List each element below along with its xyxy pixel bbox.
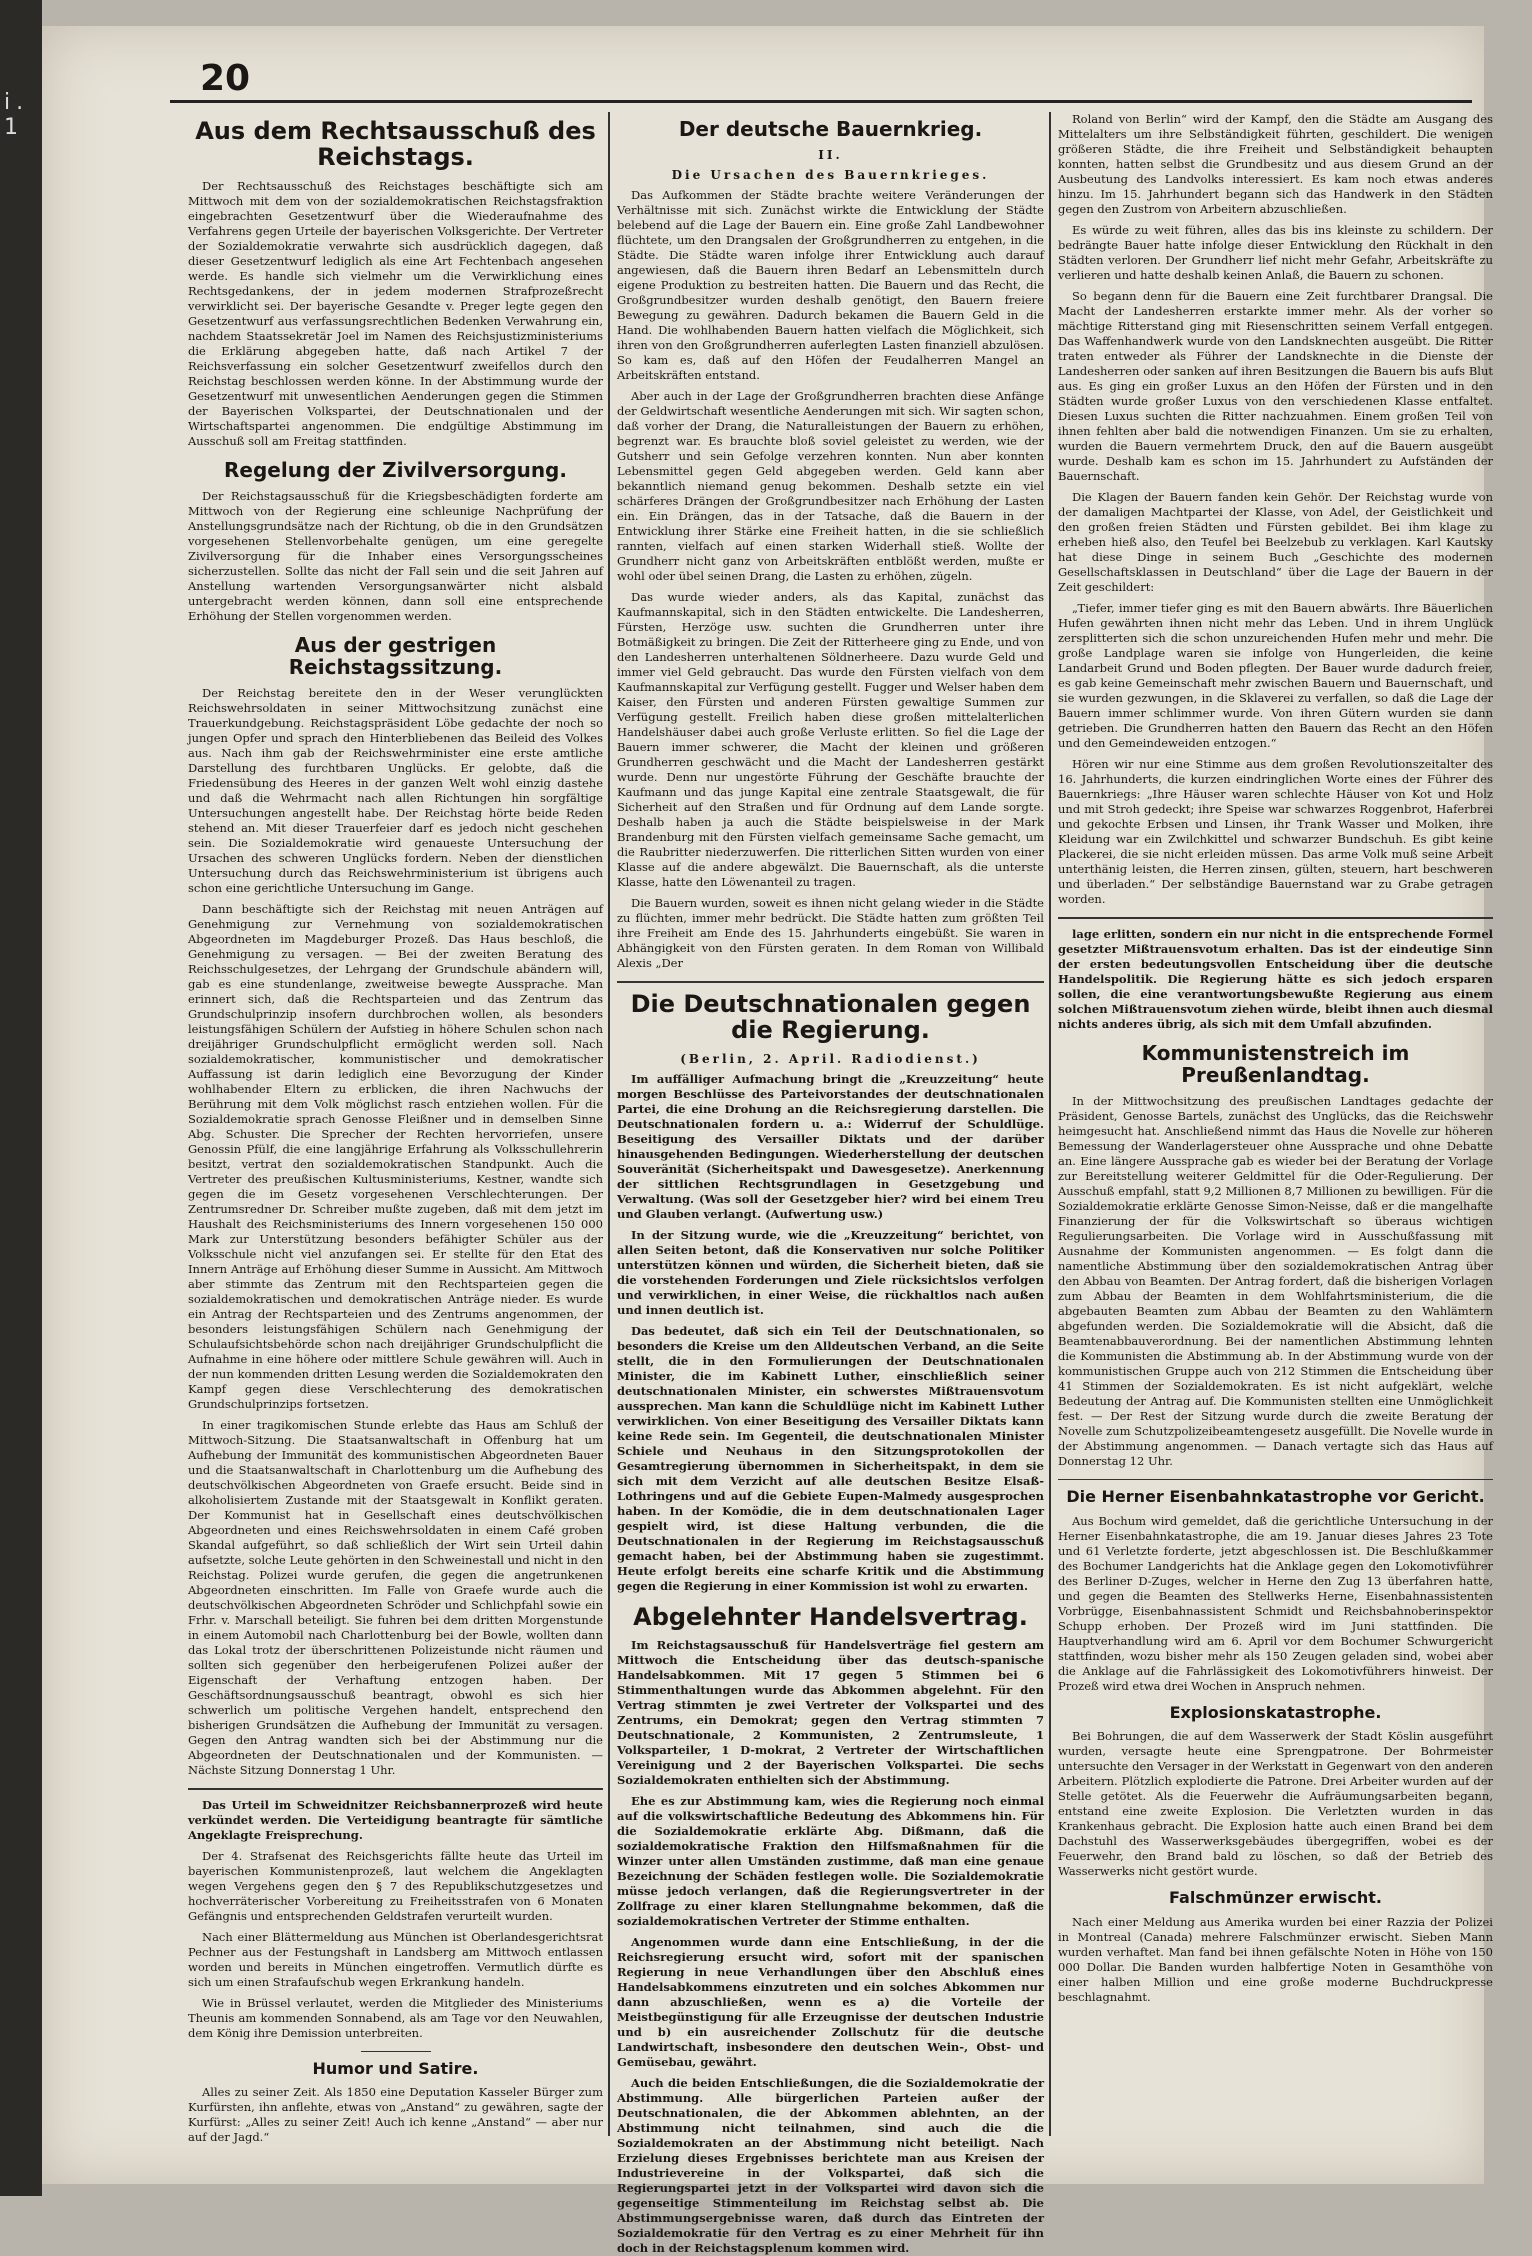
paragraph: Angenommen wurde dann eine Entschließung, in der die Reichsregierung ersucht wird, sofort mit der spanischen Regierung in neue Verhandlungen über den Abschluß eines Handelsabkommens einzutreten und ein solches Abkommen nur dann abzuschließen, wenn es a) die Vorteile der Meistbegünstigung für alle Erzeugnisse der deutschen Industrie und b) ein ausreichender Zollschutz für die deutsche Landwirtschaft, insbesondere den deutschen Wein-, Obst- und Gemüsebau, gewährt. — [617, 1935, 1044, 2070]
paragraph: Im Reichstagsausschuß für Handelsverträge fiel gestern am Mittwoch die Entscheidung über das deutsch-spanische Handelsabkommen. Mit 17 gegen 5 Stimmen bei 6 Stimmenthaltungen wurde das Abkommen abgelehnt. Für den Vertrag stimmten je zwei Vertreter der Volkspartei und des Zentrums, ein Demokrat; gegen den Vertrag stimmten 7 Deutschnationale, 2 Kommunisten, 2 Zentrumsleute, 1 Volksparteiler, 1 D-mokrat, 2 Vertreter der Wirtschaftlichen Vereinigung und 2 der Bayerischen Volkspartei. Die sechs Sozialdemokraten enthielten sich der Abstimmung. — [617, 1638, 1044, 1788]
article-explosion — [1058, 1704, 1493, 1880]
paragraph: Der Reichstag bereitete den in der Weser verunglückten Reichswehrsoldaten in seiner Mittwochsitzung zunächst eine Trauerkundgebung. Reichstagspräsident Löbe gedachte der noch so jungen Opfer und sprach den Hinterbliebenen das Beileid des Volkes aus. Nach ihm gab der Reichswehrminister eine erste amtliche Darstellung des furchtbaren Unglücks. Er gelobte, daß die Friedensübung des Heeres in der ganzen Welt wohl einzig dastehe und daß die Wehrmacht nach allen Richtungen hin sorgfältige Untersuchungen angestellt habe. Der Reichstag hörte beide Reden stehend an. Mit dieser Trauerfeier darf es jedoch nicht geschehen sein. Die Sozialdemokratie wird genaueste Untersuchung der Ursachen des schweren Unglücks fordern. Neben der dienstlichen Untersuchung durch das Reichswehrministerium ist übrigens auch schon eine gerichtliche Untersuchung im Gange. — [188, 685, 603, 895]
column-rule-1 — [608, 112, 610, 2136]
paragraph: Das Urteil im Schweidnitzer Reichsbannerprozeß wird heute verkündet werden. Die Verteidigung beantragte für sämtliche Angeklagte Freisprechung. — [188, 1797, 603, 1842]
headline: Kommunistenstreich im Preußenlandtag. — [1141, 1041, 1410, 1087]
scanner-edge — [0, 0, 42, 2196]
headline: Explosionskatastrophe. — [1169, 1702, 1382, 1722]
headline: Die Deutschnationalen gegen die Regierung. — [630, 990, 1031, 1045]
paragraph: lage erlitten, sondern ein nur nicht in die entsprechende Formel gesetzter Mißtrauensvotum erhalten. Das ist der eindeutige Sinn der ersten bedeutungsvollen Entscheidung über die deutsche Handelspolitik. Die Regierung hätte es sich jedoch ersparen sollen, die eine verantwortungsbewußte Regierung aus einem solchen Mißtrauensvotum ziehen würde, bleibt ihnen auch diesmal nichts anderes übrig, als sich mit dem Umfall abzufinden. — [1058, 927, 1493, 1031]
paragraph: So begann denn für die Bauern eine Zeit furchtbarer Drangsal. Die Macht der Landesherren erstarkte immer mehr. Als der vorher so mächtige Ritterstand ging mit Riesenschritten seinem Verfall entgegen. Das Waffenhandwerk wurde von den Landsknechten ausgeübt. Die Ritter traten entweder als Führer der Landsknechte in die Dienste der Landesherren oder sanken auf ihren Besitzungen die Bauern bis aufs Blut aus. Es ging ein großer Luxus an den Höfen der Fürsten und in den Städten wurde großer Luxus von den verschiedenen Klasse entfaltet. Diesen Luxus suchten die Ritter nachzuahmen. Einem großen Teil von ihnen fehlten aber bald die notwendigen Finanzen. Um sie zu erhalten, wurden die Bauern vermehrtem Druck, den auf die Bauern ausgeübt wurde. Deshalb kam es schon im 15. Jahrhundert zu Aufständen der Bauernschaft. — [1058, 289, 1493, 483]
headline: Humor und Satire. — [312, 2058, 479, 2078]
paragraph: Alles zu seiner Zeit. Als 1850 eine Deputation Kasseler Bürger zum Kurfürsten, ihn anflehte, etwas von „Anstand“ zu gewähren, sagte der Kurfürst: „Alles zu seiner Zeit! Auch ich kenne „Anstand“ — aber nur auf der Jagd.“ — [188, 2085, 603, 2145]
paragraph: Nach einer Blättermeldung aus München ist Oberlandesgerichtsrat Pechner aus der Festungshaft in Landsberg am Mittwoch entlassen worden und bereits in München eingetroffen. Vermutlich dürfte es sich um einen Strafaufschub wegen Erkrankung handeln. — [188, 1929, 603, 1989]
paragraph: Das Aufkommen der Städte brachte weitere Veränderungen der Verhältnisse mit sich. Zunächst wirkte die Entwicklung der Städte belebend auf die Lage der Bauern ein. Eine große Zahl Landbewohner flüchtete, um den Drangsalen der Großgrundherren zu entgehen, in die Städte. Die Städte waren infolge ihrer Entwicklung auch darauf angewiesen, daß die Bauern ihren Bedarf an Lebensmitteln durch eigene Produktion zu bestreiten hatten. Die Bauern und das Recht, die Großgrundbesitzer wurden deshalb genötigt, den Bauern freiere Bewegung zu gewähren. Dadurch bekamen die Bauern Geld in die Hand. Die wohlhabenden Bauern hatten vielfach die Möglichkeit, sich ihren von den Großgrundherren auferlegten Lasten finanziell abzulösen. So kam es, daß auf den Höfen der Feudalherren Mangel an Arbeitskräften entstand. — [617, 188, 1044, 382]
headline: Aus der gestrigen Reichstagssitzung. — [288, 632, 503, 679]
paragraph: In der Mittwochsitzung des preußischen Landtages gedachte der Präsident, Genosse Bartels, zunächst des Unglücks, das die Reichswehr heimgesucht hat. Anschließend nimmt das Haus die Novelle zur höheren Bemessung der Wanderlagersteuer ohne Aussprache und ohne Debatte an. Eine längere Aussprache gab es wieder bei der Beratung der Vorlage zur Bereitstellung weiterer Geldmittel für die Oder-Regulierung. Der Ausschuß empfahl, statt 9,2 Millionen 8,7 Millionen zu bewilligen. Für die Sozialdemokratie erklärte Genosse Simon-Neisse, daß er die mangelhafte Finanzierung der für die Volkswirtschaft so überaus wichtigen Regulierungsarbeiten. Die Vorlage wird in Ausschußfassung mit Ausnahme der Kommunisten angenommen. — Es folgt dann die namentliche Abstimmung über den sozialdemokratischen Antrag über den Abbau von Beamten. Der Antrag fordert, daß die bisherigen Vorlagen zum Abbau der Beamten in dem Wohlfahrtsministerium, die die abgebauten Beamten zum Abbau der Beamten zu den Wahlämtern abgefunden werden. Die Sozialdemokratie will die Absicht, daß die Beamtenabbauverordnung. Bei der namentlichen Abstimmung lehnten die Kommunisten die Abstimmung ab. In der Abstimmung wurde von der kommunistischen Gruppe auch von 212 Stimmen die Entscheidung über 41 Stimmen der Sozialdemokraten. Es ist nicht aufgeklärt, welche Bedeutung der Antrag auf. Die Kommunisten stellten eine Unmöglichkeit fest. — Der Rest der Sitzung wurde durch die zweite Beratung der Novelle zum Schutzpolizeibeamtengesetz ausgefüllt. Die Novelle wurde in der Abstimmung angenommen. — Danach vertagte sich das Haus auf Donnerstag 12 Uhr. — [1058, 1094, 1493, 1468]
paragraph: Ehe es zur Abstimmung kam, wies die Regierung noch einmal auf die volkswirtschaftliche Bedeutung des Abkommens hin. Für die Sozialdemokratie erklärte Abg. Dißmann, daß die sozialdemokratische Fraktion den Hilfsmaßnahmen für die Winzer unter allen Umständen zustimme, daß man eine genaue Bezeichnung der Schäden festlegen wolle. Die Sozialdemokratie müsse jedoch verlangen, daß die Regierungsvertreter in der Zollfrage zu einer klaren Stellungnahme bekommen, daß die sozialdemokratischen Vertreter der Stimme enthalten. — [617, 1794, 1044, 1929]
paragraph: Auch die beiden Entschließungen, die die Sozialdemokratie der Abstimmung. Alle bürgerlichen Parteien außer der Deutschnationalen, die der Abkommen ablehnten, an der Abstimmung nicht teilnahmen, sind auch die die Sozialdemokraten an der Abstimmung nicht beteiligt. Nach Erzielung dieses Ergebnisses berichtete man aus Kreisen der Industrievereine in der Volkspartei, daß sich die Regierungspartei jetzt in der Volkspartei wird davon sich die gegenseitige Stimmenteilung im Reichstag selbst ab. Die Abstimmungsergebnisse waren, daß durch das Eintreten der Sozialdemokratie für den Vertrag es zu einer Mehrheit für ihn doch in der Reichstagsplenum kommen wird. — [617, 2076, 1044, 2256]
headline: Aus dem Rechtsausschuß des Reichstags. — [195, 117, 596, 172]
headline: Abgelehnter Handelsvertrag. — [633, 1602, 1028, 1631]
paragraph: Aber auch in der Lage der Großgrundherren brachten diese Anfänge der Geldwirtschaft wesentliche Aenderungen mit sich. Wir sagten schon, daß vorher der Drang, die Naturalleistungen der Bauern zu erhöhen, begrenzt war. Es brauchte bloß soviel geleistet zu werden, wie der Gutsherr und sein Gefolge verzehren konnten. Nun aber konnten Lebensmittel gegen Geld abgegeben werden. Geld kann aber bekanntlich niemand genug bekommen. Deshalb setzte ein viel schärferes Drängen der Großgrundbesitzer nach Erhöhung der Lasten ein. Ein Drängen, das in der Tatsache, daß die Bauern in der Entwicklung ihrer Stärke eine Freiheit hatten, in die sie schließlich rannten, vielfach auf einen starken Widerhall stieß. Wollte der Grundherr nicht ganz von Arbeitskräften entblößt werden, mußte er wohl oder übel seinen Drang, die Lasten zu erhöhen, zügeln. — [617, 389, 1044, 583]
paragraph: Das bedeutet, daß sich ein Teil der Deutschnationalen, so besonders die Kreise um den Alldeutschen Verband, an die Seite stellt, die in den Formulierungen der Deutschnationalen Minister, die im Kabinett Luther, einschließlich seiner deutschnationalen Minister, ein schwerstes Mißtrauensvotum aussprechen. Man kann die Schuldlüge nicht im Kabinett Luther verwirklichen. Von einer Beseitigung des Versailler Diktats kann keine Rede sein. Im Gegenteil, die deutschnationalen Minister Schiele und Neuhaus in den Sitzungsprotokollen der Gesamtregierung übernommen in Sicherheitspakt, in dem sie sich mit dem Verzicht auf alle deutschen Besitze Elsaß-Lothringens und auf die Gebiete Eupen-Malmedy ausgesprochen haben. In der Komödie, die in dem deutschnationalen Lager gespielt wird, ist diese Haltung verbunden, die die Deutschnationalen in der Regierung im Reichstagsausschuß gemacht haben, bei der Abstimmung haben sie zugestimmt. Heute erfolgt bereits eine scharfe Kritik und die Abstimmung gegen die Regierung in einer Kommission ist wohl zu erwarten. — [617, 1323, 1044, 1593]
article-kommunistenstreich — [1058, 1042, 1493, 1469]
divider — [1058, 917, 1493, 919]
paragraph: Es würde zu weit führen, alles das bis ins kleinste zu schildern. Der bedrängte Bauer hatte infolge dieser Entwicklung den Rückhalt in den Städten verloren. Der Grundherr lief nicht mehr Gefahr, Arbeitskräfte zu verlieren und hatte deshalb keinen Anlaß, die Bauern zu schonen. — [1058, 223, 1493, 282]
paragraph: Der 4. Strafsenat des Reichsgerichts fällte heute das Urteil im bayerischen Kommunistenprozeß, laut welchem die Angeklagten wegen Vergehens gegen den § 7 des Republikschutzgesetzes und hochverräterischer Vorbereitung zu Freiheitsstrafen von 6 Monaten Gefängnis und entsprechenden Geldstrafen verurteilt wurden. — [188, 1848, 603, 1923]
divider — [1058, 1479, 1493, 1480]
part-number: II. — [818, 148, 843, 162]
headline: Regelung der Zivilversorgung. — [224, 457, 567, 482]
paragraph: Aus Bochum wird gemeldet, daß die gerichtliche Untersuchung in der Herner Eisenbahnkatastrophe, die am 19. Januar dieses Jahres 23 Tote und 61 Verletzte forderte, jetzt abgeschlossen ist. Die Beschlußkammer des Bochumer Landgerichts hat die Anklage gegen den Lokomotivführer des Berliner D-Zuges, welcher in Herne den Zug 13 überfahren hatte, und gegen die Beamten des Stellwerks Herne, Eisenbahnassistenten Vorbrügge, Eisenbahnassistent Schmidt und Reichsbahnoberinspektor Schupp erhoben. Der Prozeß wird im Juni stattfinden. Die Hauptverhandlung wird am 6. April vor dem Bochumer Schwurgericht stattfinden, wozu bisher mehr als 150 Zeugen geladen sind, wobei aber die Anklage auf die Fahrlässigkeit des Lokomotivführers hinweist. Der Prozeß wird etwa drei Wochen in Anspruch nehmen. — [1058, 1513, 1493, 1693]
paragraph: „Tiefer, immer tiefer ging es mit den Bauern abwärts. Ihre Bäuerlichen Hufen gewährten ihnen nicht mehr das Leben. Und in ihrem Unglück zersplitterten sich die schon unzureichenden Hufen mehr und mehr. Die große Landplage waren sie infolge von Hungerleiden, die keine Landarbeit Grund und Boden pflegten. Der Bauer wurde dadurch freier, es gab keine Gemeinschaft mehr zwischen Bauern und Bauernschaft, und sie wurden gezwungen, in die Sklaverei zu verfallen, so daß die Lage der Bauern immer schlimmer wurde. Von ihren Gütern wurden sie dann getrieben. Die Grundherren hatten den Bauern das Recht an den Höfen und den Gemeindeweiden entzogen.“ — [1058, 601, 1493, 750]
divider — [617, 981, 1044, 983]
dateline: (Berlin, 2. April. Radiodienst.) — [680, 1051, 981, 1066]
article-reichstagssitzung — [188, 634, 603, 1778]
subheadline: Die Ursachen des Bauernkrieges. — [671, 168, 990, 182]
paragraph: Im auffälliger Aufmachung bringt die „Kreuzzeitung“ heute morgen Beschlüsse des Parteivorstandes der deutschnationalen Partei, die eine Drohung an die Reichsregierung darstellen. Die Deutschnationalen fordern u. a.: Widerruf der Schuldlüge. Beseitigung des Versailler Diktats und der darüber hinausgehenden Bedingungen. Wiederherstellung der deutschen Souveränität (Sicherheitspakt und Dawesgesetze). Anerkennung der sittlichen Rechtsgrundlagen in Gesetzgebung und Verwaltung. (Was soll der Gesetzgeber hier? wird bei einem Treu und Glauben verlangt. (Aufwertung usw.) — [617, 1071, 1044, 1221]
article-bauernkrieg-continued — [1058, 112, 1493, 907]
article-handelsvertrag — [617, 1604, 1044, 2256]
headline: Falschmünzer erwischt. — [1169, 1888, 1382, 1908]
margin-marks: i. 1 — [4, 90, 30, 140]
paragraph: Dann beschäftigte sich der Reichstag mit neuen Anträgen auf Genehmigung zur Vernehmung von sozialdemokratischen Abgeordneten im Magdeburger Prozeß. Das Haus beschloß, die Genehmigung zu versagen. — Bei der zweiten Beratung des Reichsschulgesetzes, der Lehrgang der Grundschule abändern will, gab es eine stundenlange, zweitweise bewegte Aussprache. Man erinnert sich, daß die Rechtsparteien und das Zentrum das Grundschulprinzip insofern durchbrochen wollen, als besonders leistungsfähigen Schülern der Aufstieg in höhere Schulen schon nach dreijähriger Grundschulpflicht ermöglicht werden soll. Nach sozialdemokratischer, kommunistischer und demokratischer Auffassung ist darin lediglich eine Bevorzugung der Kinder wohlhabender Eltern zu erblicken, die ihren Nachwuchs der Berührung mit dem Volk möglichst rasch entziehen wollen. Für die Sozialdemokratie sprach Genosse Fleißner und in demselben Sinne Abg. Schuster. Die Sprecher der Rechten hervorriefen, unsere Genossin Pfülf, die eine langjährige Erfahrung als Volksschullehrerin besitzt, vertrat den sozialdemokratischen Standpunkt. Auch die Vertreter des preußischen Kultusministeriums, Kestner, wandte sich gegen die im Gesetz vorgesehenen Verschlechterungen. Der Zentrumsredner Dr. Schreiber mußte zugeben, daß mit dem jetzt im Haushalt des Reichsministeriums des Innern vorgesehenen 150 000 Mark zur Unterstützung besonders befähigter Schüler aus der Volksschule nicht viel anzufangen sei. Er stellte für den Etat des Innern Anträge auf Erhöhung dieser Summe in Aussicht. Am Mittwoch aber stimmte das Zentrum mit den Rechtsparteien gegen die sozialdemokratischen und demokratischen Anträge nieder. Es wurde ein Antrag der Rechtsparteien und des Zentrums angenommen, der besonders leistungsfähigen Schülern nach Genehmigung der Schulaufsichtsbehörde schon nach dreijähriger Grundschulpflicht die Aufnahme in eine höhere oder mittlere Schule gewähren will. Auch in der nun kommenden dritten Lesung werden die Sozialdemokraten den Kampf gegen diese Verschlechterung des demokratischen Grundschulprinzips fortsetzen. — [188, 901, 603, 1411]
column-2 — [617, 112, 1044, 2256]
divider — [188, 1788, 603, 1790]
paragraph: Hören wir nur eine Stimme aus dem großen Revolutionszeitalter des 16. Jahrhunderts, die kurzen eindringlichen Worte eines der Führer des Bauernkriegs: „Ihre Häuser waren schlechte Häuser von Kot und Holz und mit Stroh gedeckt; ihre Speise war schwarzes Roggenbrot, Haferbrei und gekochte Erbsen und Linsen, ihr Trank Wasser und Molken, ihre Kleidung war ein Zwilchkittel und schwarzer Bundschuh. Es gibt keine Plackerei, die sie nicht erleiden müssen. Das arme Volk muß seine Arbeit unterthänig leisten, die Herren zinsen, gülten, steuern, hart beschweren und überladen.“ Der selbständige Bauernstand war zu Grabe getragen worden. — [1058, 757, 1493, 906]
headline: Der deutsche Bauernkrieg. — [678, 117, 983, 141]
paragraph: Die Bauern wurden, soweit es ihnen nicht gelang wieder in die Städte zu flüchten, immer mehr bedrückt. Die Städte hatten zum größten Teil ihre Freiheit am Ende des 15. Jahrhunderts eingebüßt. Sie waren in Abhängigkeit von den Fürsten geraten. In dem Roman von Willibald Alexis „Der — [617, 896, 1044, 970]
headline: Die Herner Eisenbahnkatastrophe vor Gericht. — [1066, 1487, 1485, 1506]
column-rule-2 — [1049, 112, 1051, 2136]
page-number: 20 — [200, 58, 251, 99]
paragraph: Wie in Brüssel verlautet, werden die Mitglieder des Ministeriums Theunis am kommenden Sonnabend, als am Tage vor den Neuwahlen, dem König ihre Demission unterbreiten. — [188, 1995, 603, 2040]
paragraph: Der Reichstagsausschuß für die Kriegsbeschädigten forderte am Mittwoch von der Regierung eine schleunige Nachprüfung der Anstellungsgrundsätze nach der Richtung, ob die in den Grundsätzen vorgesehenen Stellenvorbehalte genügen, um eine geregelte Zivilversorgung für die Inhaber eines Versorgungsscheines sicherzustellen. Sollte das nicht der Fall sein und die seit Jahren auf Anstellung wartenden Versorgungsanwärter nicht alsbald untergebracht werden können, dann soll eine entsprechende Erhöhung der Stellen vorgenommen werden. — [188, 488, 603, 623]
paragraph: In einer tragikomischen Stunde erlebte das Haus am Schluß der Mittwoch-Sitzung. Die Staatsanwaltschaft in Offenburg hat um Aufhebung der Immunität des kommunistischen Abgeordneten Bauer und die Staatsanwaltschaft in Charlottenburg um die Aufhebung des deutschvölkischen Abgeordneten von Graefe ersucht. Beide sind in alkoholisiertem Zustande mit der Staatsgewalt in Konflikt geraten. Der Kommunist hat in Gesellschaft eines deutschvölkischen Abgeordneten und eines Reichswehrsoldaten in einem Café groben Skandal aufgeführt, so daß schließlich der Wirt sein Urteil dahin aufsetzte, solche Leute gehörten in den Schweinestall und nicht in den Reichstag. Polizei wurde gerufen, die gegen die angetrunkenen Abgeordneten einschritten. Im Falle von Graefe wurde auch die deutschvölkischen Abgeordneten Schröder und Schlichpfahl sowie ein Frhr. v. Marschall beteiligt. Sie fuhren bei dem dritten Morgenstunde in einem Automobil nach Charlottenburg bei der Bowle, wollten dann das Lokal trotz der überschrittenen Polizeistunde nicht räumen und sollten sich gegenüber den herbeigerufenen Polizei außer der Eigenschaft der Verhaftung entzogen haben. Der Geschäftsordnungsausschuß beantragt, obwohl es sich hier schwerlich um politische Vergehen handelt, entsprechend den bisherigen Grundsätzen die Aufhebung der Immunität zu versagen. Gegen den Antrag wandten sich bei der Abstimmung nur die Abgeordneten der Deutschnationalen und der Kommunisten. — Nächste Sitzung Donnerstag 1 Uhr. — [188, 1417, 603, 1777]
paragraph: Der Rechtsausschuß des Reichstages beschäftigte sich am Mittwoch mit dem von der sozialdemokratischen Reichstagsfraktion eingebrachten Gesetzentwurf über die Wiederaufnahme des Verfahrens gegen Urteile der bayerischen Volksgerichte. Der Vertreter der Sozialdemokratie verwahrte sich ausdrücklich dagegen, daß dieser Gesetzentwurf lediglich als eine Art Fechtenbach angesehen werde. Es handle sich vielmehr um die Verwirklichung eines Rechtsgedankens, der in jedem modernen Strafprozeßrecht verwirklicht sei. Der bayerische Gesandte v. Preger legte gegen den Gesetzentwurf aus verfassungsrechtlichen Bedenken Verwahrung ein, nachdem Staatssekretär Joel im Namen des Reichsjustizministeriums die Erklärung abgegeben hatte, daß nach Artikel 7 der Reichsverfassung ein solcher Gesetzentwurf zweifellos durch den Reichstag beschlossen werden könne. In der Abstimmung wurde der Gesetzentwurf mit unwesentlichen Aenderungen gegen die Stimmen der Bayerischen Volkspartei, der Deutschnationalen und der Wirtschaftspartei angenommen. Die endgültige Abstimmung im Ausschuß soll am Freitag stattfinden. — [188, 178, 603, 448]
column-3 — [1058, 112, 1493, 2136]
article-herner-katastrophe — [1058, 1488, 1493, 1694]
short-rule — [361, 2051, 431, 2052]
article-deutschnationale-continued — [1058, 927, 1493, 1032]
article-news-briefs — [188, 1798, 603, 2041]
article-falschmuenzer — [1058, 1889, 1493, 2005]
paragraph: Nach einer Meldung aus Amerika wurden bei einer Razzia der Polizei in Montreal (Canada) mehrere Falschmünzer erwischt. Sieben Mann wurden verhaftet. Man fand bei ihnen gefälschte Noten in Höhe von 150 000 Dollar. Die Banden wurden halbfertige Noten in Gesamthöhe von einer halben Million und eine große moderne Buchdruckpresse beschlagnahmt. — [1058, 1914, 1493, 2004]
paragraph: In der Sitzung wurde, wie die „Kreuzzeitung“ berichtet, von allen Seiten betont, daß die Konservativen nur solche Politiker unterstützen können und würden, die Sicherheit bieten, daß sie die vorstehenden Forderungen und Ziele rücksichtslos verfolgen und verwirklichen, in einer Weise, die rückhaltlos nach außen und innen deutlich ist. — [617, 1227, 1044, 1317]
article-bauernkrieg — [617, 118, 1044, 971]
article-zivilversorgung — [188, 459, 603, 624]
column-1 — [188, 112, 603, 2145]
paragraph: Die Klagen der Bauern fanden kein Gehör. Der Reichstag wurde von der damaligen Machtpartei der Klasse, von Adel, der Geistlichkeit und den großen freien Städten und Fürsten gebildet. Bei ihm klage zu erheben hieß also, den Teufel bei Beelzebub zu verklagen. Karl Kautsky hat diese Dinge in seinem Buch „Geschichte des modernen Gesellschaftsklassen in Deutschland“ über die Lage der Bauern in der Zeit geschildert: — [1058, 490, 1493, 594]
article-humor — [188, 2060, 603, 2146]
paragraph: Roland von Berlin“ wird der Kampf, den die Städte am Ausgang des Mittelalters um ihre Selbständigkeit führten, geschildert. Die wenigen größeren Städte, die ihre Freiheit und Selbständigkeit behaupten konnten, hatten selbst die Grundbesitz und aus diesem Grund an der Ausbeutung des Landvolks interessiert. Es kam noch etwas anderes hinzu. Im 15. Jahrhundert begann sich das Handwerk in den Städten gegen den Zustrom von Arbeitern abzuschließen. — [1058, 112, 1493, 216]
paragraph: Bei Bohrungen, die auf dem Wasserwerk der Stadt Köslin ausgeführt wurden, versagte heute eine Sprengpatrone. Der Bohrmeister untersuchte den Versager in der Werkstatt in Gegenwart von den anderen Arbeitern. Plötzlich explodierte die Patrone. Drei Arbeiter wurden auf der Stelle getötet. Als die Feuerwehr die Aufräumungsarbeiten begann, entstand eine zweite Explosion. Die Verletzten wurden in das Krankenhaus gebracht. Die Explosion hatte auch einen Brand bei dem Dachstuhl des Wasserwerksgebäudes übergegriffen, wobei es der Feuerwehr, den Brand bald zu löschen, so daß der Betrieb des Wasserwerks nicht gestört wurde. — [1058, 1729, 1493, 1879]
header-rule — [170, 100, 1472, 103]
paragraph: Das wurde wieder anders, als das Kapital, zunächst das Kaufmannskapital, sich in den Städten entwickelte. Die Landesherren, Fürsten, Herzöge usw. suchten die Grundherren unter ihre Botmäßigkeit zu bringen. Die Zeit der Ritterheere ging zu Ende, und von den Landesherren unterhaltenen Söldnerheere. Dazu wurde Geld und immer viel Geld gebraucht. Das wurde den Fürsten vielfach von dem Kaufmannskapital zur Verfügung gestellt. Fugger und Welser haben dem Kaiser, den Fürsten und anderen Fürsten gewaltige Summen zur Verfügung gestellt. Freilich haben diese großen mittelalterlichen Handelshäuser dabei auch große Verluste erlitten. So fiel die Lage der Bauern immer schwerer, die Macht der kleinen und größeren Grundherren geschwächt und die Macht der Landesherren gestärkt wurde. Denn nur ungestörte Führung der Geschäfte brauchte der Kaufmann und das junge Kapital eine zentrale Staatsgewalt, die für Sicherheit auf den Straßen und für Ordnung auf dem Lande sorgte. Deshalb haben ja auch die Städte beispielsweise in der Mark Brandenburg mit den Fürsten vielfach gemeinsame Sache gemacht, um die Raubritter niederzuwerfen. Die ritterlichen Sitten wurden von einer Klasse auf die andere abgewälzt. Die Bauernschaft, als die unterste Klasse, hatte den Löwenanteil zu tragen. — [617, 590, 1044, 889]
article-deutschnationale — [617, 991, 1044, 1594]
article-rechtsausschuss — [188, 118, 603, 449]
